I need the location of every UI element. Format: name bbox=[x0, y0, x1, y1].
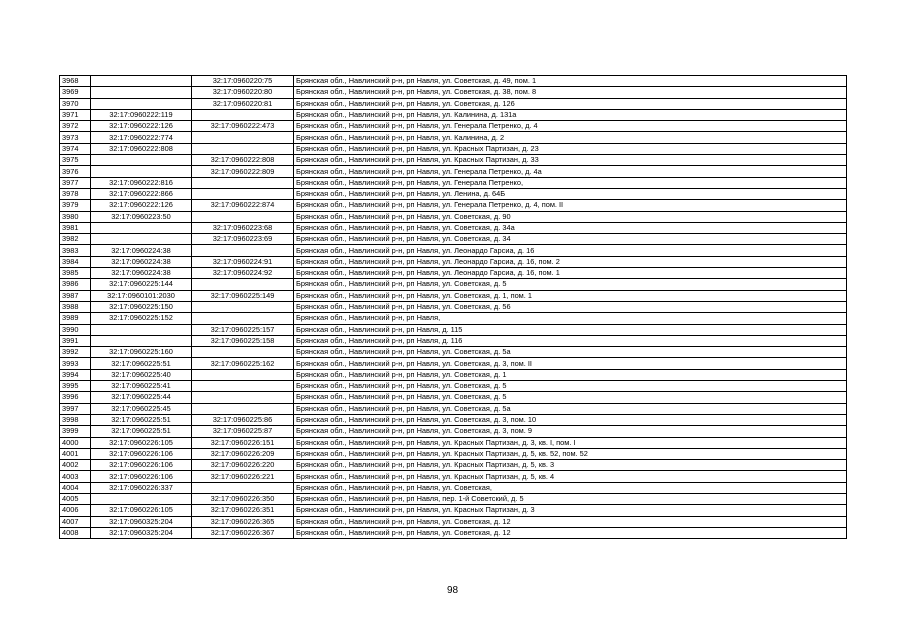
new-cadastral-number-cell bbox=[192, 188, 294, 199]
row-number-cell: 3996 bbox=[60, 392, 91, 403]
new-cadastral-number-cell: 32:17:0960220:80 bbox=[192, 87, 294, 98]
row-number-cell: 3981 bbox=[60, 222, 91, 233]
new-cadastral-number-cell: 32:17:0960222:808 bbox=[192, 155, 294, 166]
row-number-cell: 3992 bbox=[60, 347, 91, 358]
address-cell: Брянская обл., Навлинский р-н, рп Навля, bbox=[294, 313, 847, 324]
table-row bbox=[60, 403, 847, 414]
row-number-cell: 3980 bbox=[60, 211, 91, 222]
new-cadastral-number-cell bbox=[192, 211, 294, 222]
address-cell: Брянская обл., Навлинский р-н, рп Навля, ул. Леонардо Гарсиа, д. 16 bbox=[294, 245, 847, 256]
address-cell: Брянская обл., Навлинский р-н, рп Навля, д. 115 bbox=[294, 324, 847, 335]
address-cell: Брянская обл., Навлинский р-н, рп Навля, ул. Советская, д. 12 bbox=[294, 516, 847, 527]
cadastral-number-cell: 32:17:0960225:150 bbox=[91, 301, 192, 312]
new-cadastral-number-cell: 32:17:0960226:351 bbox=[192, 505, 294, 516]
new-cadastral-number-cell: 32:17:0960220:75 bbox=[192, 76, 294, 87]
row-number-cell: 3993 bbox=[60, 358, 91, 369]
new-cadastral-number-cell bbox=[192, 381, 294, 392]
cadastral-number-cell: 32:17:0960225:51 bbox=[91, 414, 192, 425]
table-row bbox=[60, 437, 847, 448]
row-number-cell: 3988 bbox=[60, 301, 91, 312]
new-cadastral-number-cell: 32:17:0960226:220 bbox=[192, 460, 294, 471]
new-cadastral-number-cell: 32:17:0960224:92 bbox=[192, 268, 294, 279]
address-cell: Брянская обл., Навлинский р-н, рп Навля, ул. Красных Партизан, д. 5, кв. 52, пом. 52 bbox=[294, 448, 847, 459]
table-row bbox=[60, 426, 847, 437]
new-cadastral-number-cell bbox=[192, 245, 294, 256]
cadastral-number-cell: 32:17:0960224:38 bbox=[91, 245, 192, 256]
table-row bbox=[60, 527, 847, 538]
new-cadastral-number-cell bbox=[192, 313, 294, 324]
cadastral-number-cell: 32:17:0960222:866 bbox=[91, 188, 192, 199]
address-cell: Брянская обл., Навлинский р-н, рп Навля, ул. Красных Партизан, д. 3, кв. I, пом. I bbox=[294, 437, 847, 448]
row-number-cell: 3994 bbox=[60, 369, 91, 380]
row-number-cell: 4001 bbox=[60, 448, 91, 459]
cadastral-number-cell bbox=[91, 234, 192, 245]
address-cell: Брянская обл., Навлинский р-н, рп Навля, пер. 1-й Советский, д. 5 bbox=[294, 493, 847, 504]
cadastral-number-cell bbox=[91, 335, 192, 346]
cadastral-number-cell bbox=[91, 493, 192, 504]
cadastral-number-cell: 32:17:0960225:51 bbox=[91, 358, 192, 369]
row-number-cell: 3969 bbox=[60, 87, 91, 98]
new-cadastral-number-cell bbox=[192, 301, 294, 312]
cadastral-number-cell: 32:17:0960226:105 bbox=[91, 505, 192, 516]
table-row bbox=[60, 177, 847, 188]
new-cadastral-number-cell: 32:17:0960225:158 bbox=[192, 335, 294, 346]
table-row bbox=[60, 335, 847, 346]
new-cadastral-number-cell: 32:17:0960226:350 bbox=[192, 493, 294, 504]
table-row bbox=[60, 448, 847, 459]
table-row bbox=[60, 324, 847, 335]
table-row bbox=[60, 132, 847, 143]
cadastral-number-cell: 32:17:0960225:51 bbox=[91, 426, 192, 437]
new-cadastral-number-cell bbox=[192, 143, 294, 154]
address-cell: Брянская обл., Навлинский р-н, рп Навля, ул. Советская, д. 3, пом. 10 bbox=[294, 414, 847, 425]
table-row bbox=[60, 98, 847, 109]
table-row bbox=[60, 381, 847, 392]
table-row bbox=[60, 76, 847, 87]
cadastral-number-cell: 32:17:0960226:106 bbox=[91, 448, 192, 459]
address-cell: Брянская обл., Навлинский р-н, рп Навля, ул. Советская, д. 1 bbox=[294, 369, 847, 380]
row-number-cell: 3985 bbox=[60, 268, 91, 279]
table-row bbox=[60, 505, 847, 516]
cadastral-number-cell: 32:17:0960222:816 bbox=[91, 177, 192, 188]
address-cell: Брянская обл., Навлинский р-н, рп Навля, д. 116 bbox=[294, 335, 847, 346]
table-row bbox=[60, 471, 847, 482]
cadastral-number-cell: 32:17:0960225:45 bbox=[91, 403, 192, 414]
table-row bbox=[60, 188, 847, 199]
table-row bbox=[60, 301, 847, 312]
row-number-cell: 3973 bbox=[60, 132, 91, 143]
row-number-cell: 3998 bbox=[60, 414, 91, 425]
row-number-cell: 4008 bbox=[60, 527, 91, 538]
table-row bbox=[60, 392, 847, 403]
row-number-cell: 3975 bbox=[60, 155, 91, 166]
cadastral-number-cell: 32:17:0960222:119 bbox=[91, 109, 192, 120]
row-number-cell: 3974 bbox=[60, 143, 91, 154]
new-cadastral-number-cell bbox=[192, 132, 294, 143]
row-number-cell: 3971 bbox=[60, 109, 91, 120]
address-cell: Брянская обл., Навлинский р-н, рп Навля, ул. Советская, д. 34 bbox=[294, 234, 847, 245]
table-row bbox=[60, 268, 847, 279]
new-cadastral-number-cell bbox=[192, 347, 294, 358]
new-cadastral-number-cell: 32:17:0960226:209 bbox=[192, 448, 294, 459]
address-cell: Брянская обл., Навлинский р-н, рп Навля, ул. Калинина, д. 2 bbox=[294, 132, 847, 143]
new-cadastral-number-cell bbox=[192, 392, 294, 403]
address-cell: Брянская обл., Навлинский р-н, рп Навля, ул. Генерала Петренко, д. 4, пом. II bbox=[294, 200, 847, 211]
address-cell: Брянская обл., Навлинский р-н, рп Навля, ул. Советская, д. 3, пом. 9 bbox=[294, 426, 847, 437]
address-cell: Брянская обл., Навлинский р-н, рп Навля, ул. Генерала Петренко, д. 4 bbox=[294, 121, 847, 132]
address-cell: Брянская обл., Навлинский р-н, рп Навля, ул. Красных Партизан, д. 5, кв. 3 bbox=[294, 460, 847, 471]
cadastral-number-cell: 32:17:0960226:337 bbox=[91, 482, 192, 493]
table-row bbox=[60, 256, 847, 267]
cadastral-number-cell bbox=[91, 87, 192, 98]
new-cadastral-number-cell: 32:17:0960223:69 bbox=[192, 234, 294, 245]
cadastral-number-cell: 32:17:0960223:50 bbox=[91, 211, 192, 222]
cadastral-number-cell bbox=[91, 166, 192, 177]
address-cell: Брянская обл., Навлинский р-н, рп Навля, ул. Леонардо Гарсиа, д. 16, пом. 2 bbox=[294, 256, 847, 267]
address-cell: Брянская обл., Навлинский р-н, рп Навля, ул. Генерала Петренко, д. 4а bbox=[294, 166, 847, 177]
table-row bbox=[60, 222, 847, 233]
address-cell: Брянская обл., Навлинский р-н, рп Навля, ул. Леонардо Гарсиа, д. 16, пом. 1 bbox=[294, 268, 847, 279]
table-row bbox=[60, 313, 847, 324]
row-number-cell: 3978 bbox=[60, 188, 91, 199]
table-row bbox=[60, 143, 847, 154]
new-cadastral-number-cell: 32:17:0960223:68 bbox=[192, 222, 294, 233]
row-number-cell: 4003 bbox=[60, 471, 91, 482]
cadastral-number-cell: 32:17:0960225:41 bbox=[91, 381, 192, 392]
table-row bbox=[60, 516, 847, 527]
new-cadastral-number-cell bbox=[192, 403, 294, 414]
table-row bbox=[60, 279, 847, 290]
address-cell: Брянская обл., Навлинский р-н, рп Навля, ул. Красных Партизан, д. 3 bbox=[294, 505, 847, 516]
table-row bbox=[60, 109, 847, 120]
cadastral-number-cell: 32:17:0960226:106 bbox=[91, 460, 192, 471]
table-row bbox=[60, 121, 847, 132]
cadastral-number-cell: 32:17:0960222:808 bbox=[91, 143, 192, 154]
row-number-cell: 3982 bbox=[60, 234, 91, 245]
cadastral-number-cell: 32:17:0960225:44 bbox=[91, 392, 192, 403]
row-number-cell: 3989 bbox=[60, 313, 91, 324]
page-number: 98 bbox=[446, 585, 459, 596]
new-cadastral-number-cell bbox=[192, 279, 294, 290]
row-number-cell: 3987 bbox=[60, 290, 91, 301]
new-cadastral-number-cell bbox=[192, 109, 294, 120]
row-number-cell: 3990 bbox=[60, 324, 91, 335]
cadastral-number-cell: 32:17:0960226:106 bbox=[91, 471, 192, 482]
table-row bbox=[60, 347, 847, 358]
address-cell: Брянская обл., Навлинский р-н, рп Навля, ул. Советская, д. 5а bbox=[294, 347, 847, 358]
new-cadastral-number-cell: 32:17:0960226:365 bbox=[192, 516, 294, 527]
row-number-cell: 3968 bbox=[60, 76, 91, 87]
new-cadastral-number-cell: 32:17:0960220:81 bbox=[192, 98, 294, 109]
cadastral-number-cell bbox=[91, 155, 192, 166]
new-cadastral-number-cell: 32:17:0960225:162 bbox=[192, 358, 294, 369]
cadastral-number-cell: 32:17:0960224:38 bbox=[91, 268, 192, 279]
new-cadastral-number-cell bbox=[192, 369, 294, 380]
new-cadastral-number-cell bbox=[192, 177, 294, 188]
new-cadastral-number-cell: 32:17:0960226:151 bbox=[192, 437, 294, 448]
address-cell: Брянская обл., Навлинский р-н, рп Навля, ул. Советская, д. 1, пом. 1 bbox=[294, 290, 847, 301]
table-row bbox=[60, 155, 847, 166]
row-number-cell: 3970 bbox=[60, 98, 91, 109]
new-cadastral-number-cell: 32:17:0960222:473 bbox=[192, 121, 294, 132]
address-cell: Брянская обл., Навлинский р-н, рп Навля, ул. Советская, д. 12 bbox=[294, 527, 847, 538]
address-cell: Брянская обл., Навлинский р-н, рп Навля, ул. Советская, д. 3, пом. II bbox=[294, 358, 847, 369]
address-cell: Брянская обл., Навлинский р-н, рп Навля, ул. Красных Партизан, д. 23 bbox=[294, 143, 847, 154]
table-row bbox=[60, 87, 847, 98]
address-cell: Брянская обл., Навлинский р-н, рп Навля, ул. Советская, д. 38, пом. 8 bbox=[294, 87, 847, 98]
new-cadastral-number-cell: 32:17:0960224:91 bbox=[192, 256, 294, 267]
cadastral-number-cell: 32:17:0960224:38 bbox=[91, 256, 192, 267]
table-row bbox=[60, 211, 847, 222]
registry-table-body bbox=[60, 76, 847, 539]
new-cadastral-number-cell: 32:17:0960225:149 bbox=[192, 290, 294, 301]
cadastral-number-cell: 32:17:0960225:144 bbox=[91, 279, 192, 290]
table-row bbox=[60, 166, 847, 177]
table-row bbox=[60, 493, 847, 504]
row-number-cell: 3999 bbox=[60, 426, 91, 437]
row-number-cell: 3986 bbox=[60, 279, 91, 290]
address-cell: Брянская обл., Навлинский р-н, рп Навля, ул. Советская, д. 49, пом. 1 bbox=[294, 76, 847, 87]
row-number-cell: 3977 bbox=[60, 177, 91, 188]
row-number-cell: 4000 bbox=[60, 437, 91, 448]
address-cell: Брянская обл., Навлинский р-н, рп Навля, ул. Ленина, д. 64Б bbox=[294, 188, 847, 199]
new-cadastral-number-cell: 32:17:0960225:86 bbox=[192, 414, 294, 425]
table-row bbox=[60, 245, 847, 256]
address-cell: Брянская обл., Навлинский р-н, рп Навля, ул. Советская, д. 56 bbox=[294, 301, 847, 312]
cadastral-number-cell: 32:17:0960101:2030 bbox=[91, 290, 192, 301]
address-cell: Брянская обл., Навлинский р-н, рп Навля, ул. Советская, д. 34а bbox=[294, 222, 847, 233]
new-cadastral-number-cell: 32:17:0960226:367 bbox=[192, 527, 294, 538]
cadastral-number-cell: 32:17:0960225:40 bbox=[91, 369, 192, 380]
address-cell: Брянская обл., Навлинский р-н, рп Навля, ул. Советская, д. 5 bbox=[294, 279, 847, 290]
row-number-cell: 4002 bbox=[60, 460, 91, 471]
table-row bbox=[60, 200, 847, 211]
row-number-cell: 4007 bbox=[60, 516, 91, 527]
cadastral-number-cell bbox=[91, 76, 192, 87]
cadastral-number-cell: 32:17:0960226:105 bbox=[91, 437, 192, 448]
cadastral-number-cell: 32:17:0960222:126 bbox=[91, 121, 192, 132]
cadastral-number-cell: 32:17:0960325:204 bbox=[91, 516, 192, 527]
row-number-cell: 3983 bbox=[60, 245, 91, 256]
new-cadastral-number-cell bbox=[192, 482, 294, 493]
row-number-cell: 3984 bbox=[60, 256, 91, 267]
address-cell: Брянская обл., Навлинский р-н, рп Навля, ул. Советская, д. 5а bbox=[294, 403, 847, 414]
cadastral-number-cell: 32:17:0960325:204 bbox=[91, 527, 192, 538]
row-number-cell: 3972 bbox=[60, 121, 91, 132]
address-cell: Брянская обл., Навлинский р-н, рп Навля, ул. Советская, bbox=[294, 482, 847, 493]
row-number-cell: 3976 bbox=[60, 166, 91, 177]
address-cell: Брянская обл., Навлинский р-н, рп Навля, ул. Советская, д. 126 bbox=[294, 98, 847, 109]
cadastral-number-cell bbox=[91, 222, 192, 233]
new-cadastral-number-cell: 32:17:0960225:157 bbox=[192, 324, 294, 335]
cadastral-number-cell: 32:17:0960222:774 bbox=[91, 132, 192, 143]
new-cadastral-number-cell: 32:17:0960222:809 bbox=[192, 166, 294, 177]
table-row bbox=[60, 482, 847, 493]
table-row bbox=[60, 414, 847, 425]
row-number-cell: 4005 bbox=[60, 493, 91, 504]
row-number-cell: 3995 bbox=[60, 381, 91, 392]
row-number-cell: 3979 bbox=[60, 200, 91, 211]
cadastral-number-cell bbox=[91, 324, 192, 335]
address-cell: Брянская обл., Навлинский р-н, рп Навля, ул. Генерала Петренко, bbox=[294, 177, 847, 188]
table-row bbox=[60, 369, 847, 380]
property-registry-table bbox=[59, 75, 847, 539]
new-cadastral-number-cell: 32:17:0960226:221 bbox=[192, 471, 294, 482]
row-number-cell: 3997 bbox=[60, 403, 91, 414]
address-cell: Брянская обл., Навлинский р-н, рп Навля, ул. Советская, д. 5 bbox=[294, 392, 847, 403]
table-row bbox=[60, 358, 847, 369]
address-cell: Брянская обл., Навлинский р-н, рп Навля, ул. Красных Партизан, д. 5, кв. 4 bbox=[294, 471, 847, 482]
row-number-cell: 4006 bbox=[60, 505, 91, 516]
cadastral-number-cell: 32:17:0960222:126 bbox=[91, 200, 192, 211]
row-number-cell: 3991 bbox=[60, 335, 91, 346]
new-cadastral-number-cell: 32:17:0960222:874 bbox=[192, 200, 294, 211]
address-cell: Брянская обл., Навлинский р-н, рп Навля, ул. Советская, д. 5 bbox=[294, 381, 847, 392]
table-row bbox=[60, 234, 847, 245]
cadastral-number-cell bbox=[91, 98, 192, 109]
address-cell: Брянская обл., Навлинский р-н, рп Навля, ул. Советская, д. 90 bbox=[294, 211, 847, 222]
new-cadastral-number-cell: 32:17:0960225:87 bbox=[192, 426, 294, 437]
table-row bbox=[60, 290, 847, 301]
address-cell: Брянская обл., Навлинский р-н, рп Навля, ул. Калинина, д. 131а bbox=[294, 109, 847, 120]
row-number-cell: 4004 bbox=[60, 482, 91, 493]
cadastral-number-cell: 32:17:0960225:160 bbox=[91, 347, 192, 358]
cadastral-number-cell: 32:17:0960225:152 bbox=[91, 313, 192, 324]
address-cell: Брянская обл., Навлинский р-н, рп Навля, ул. Красных Партизан, д. 33 bbox=[294, 155, 847, 166]
table-row bbox=[60, 460, 847, 471]
